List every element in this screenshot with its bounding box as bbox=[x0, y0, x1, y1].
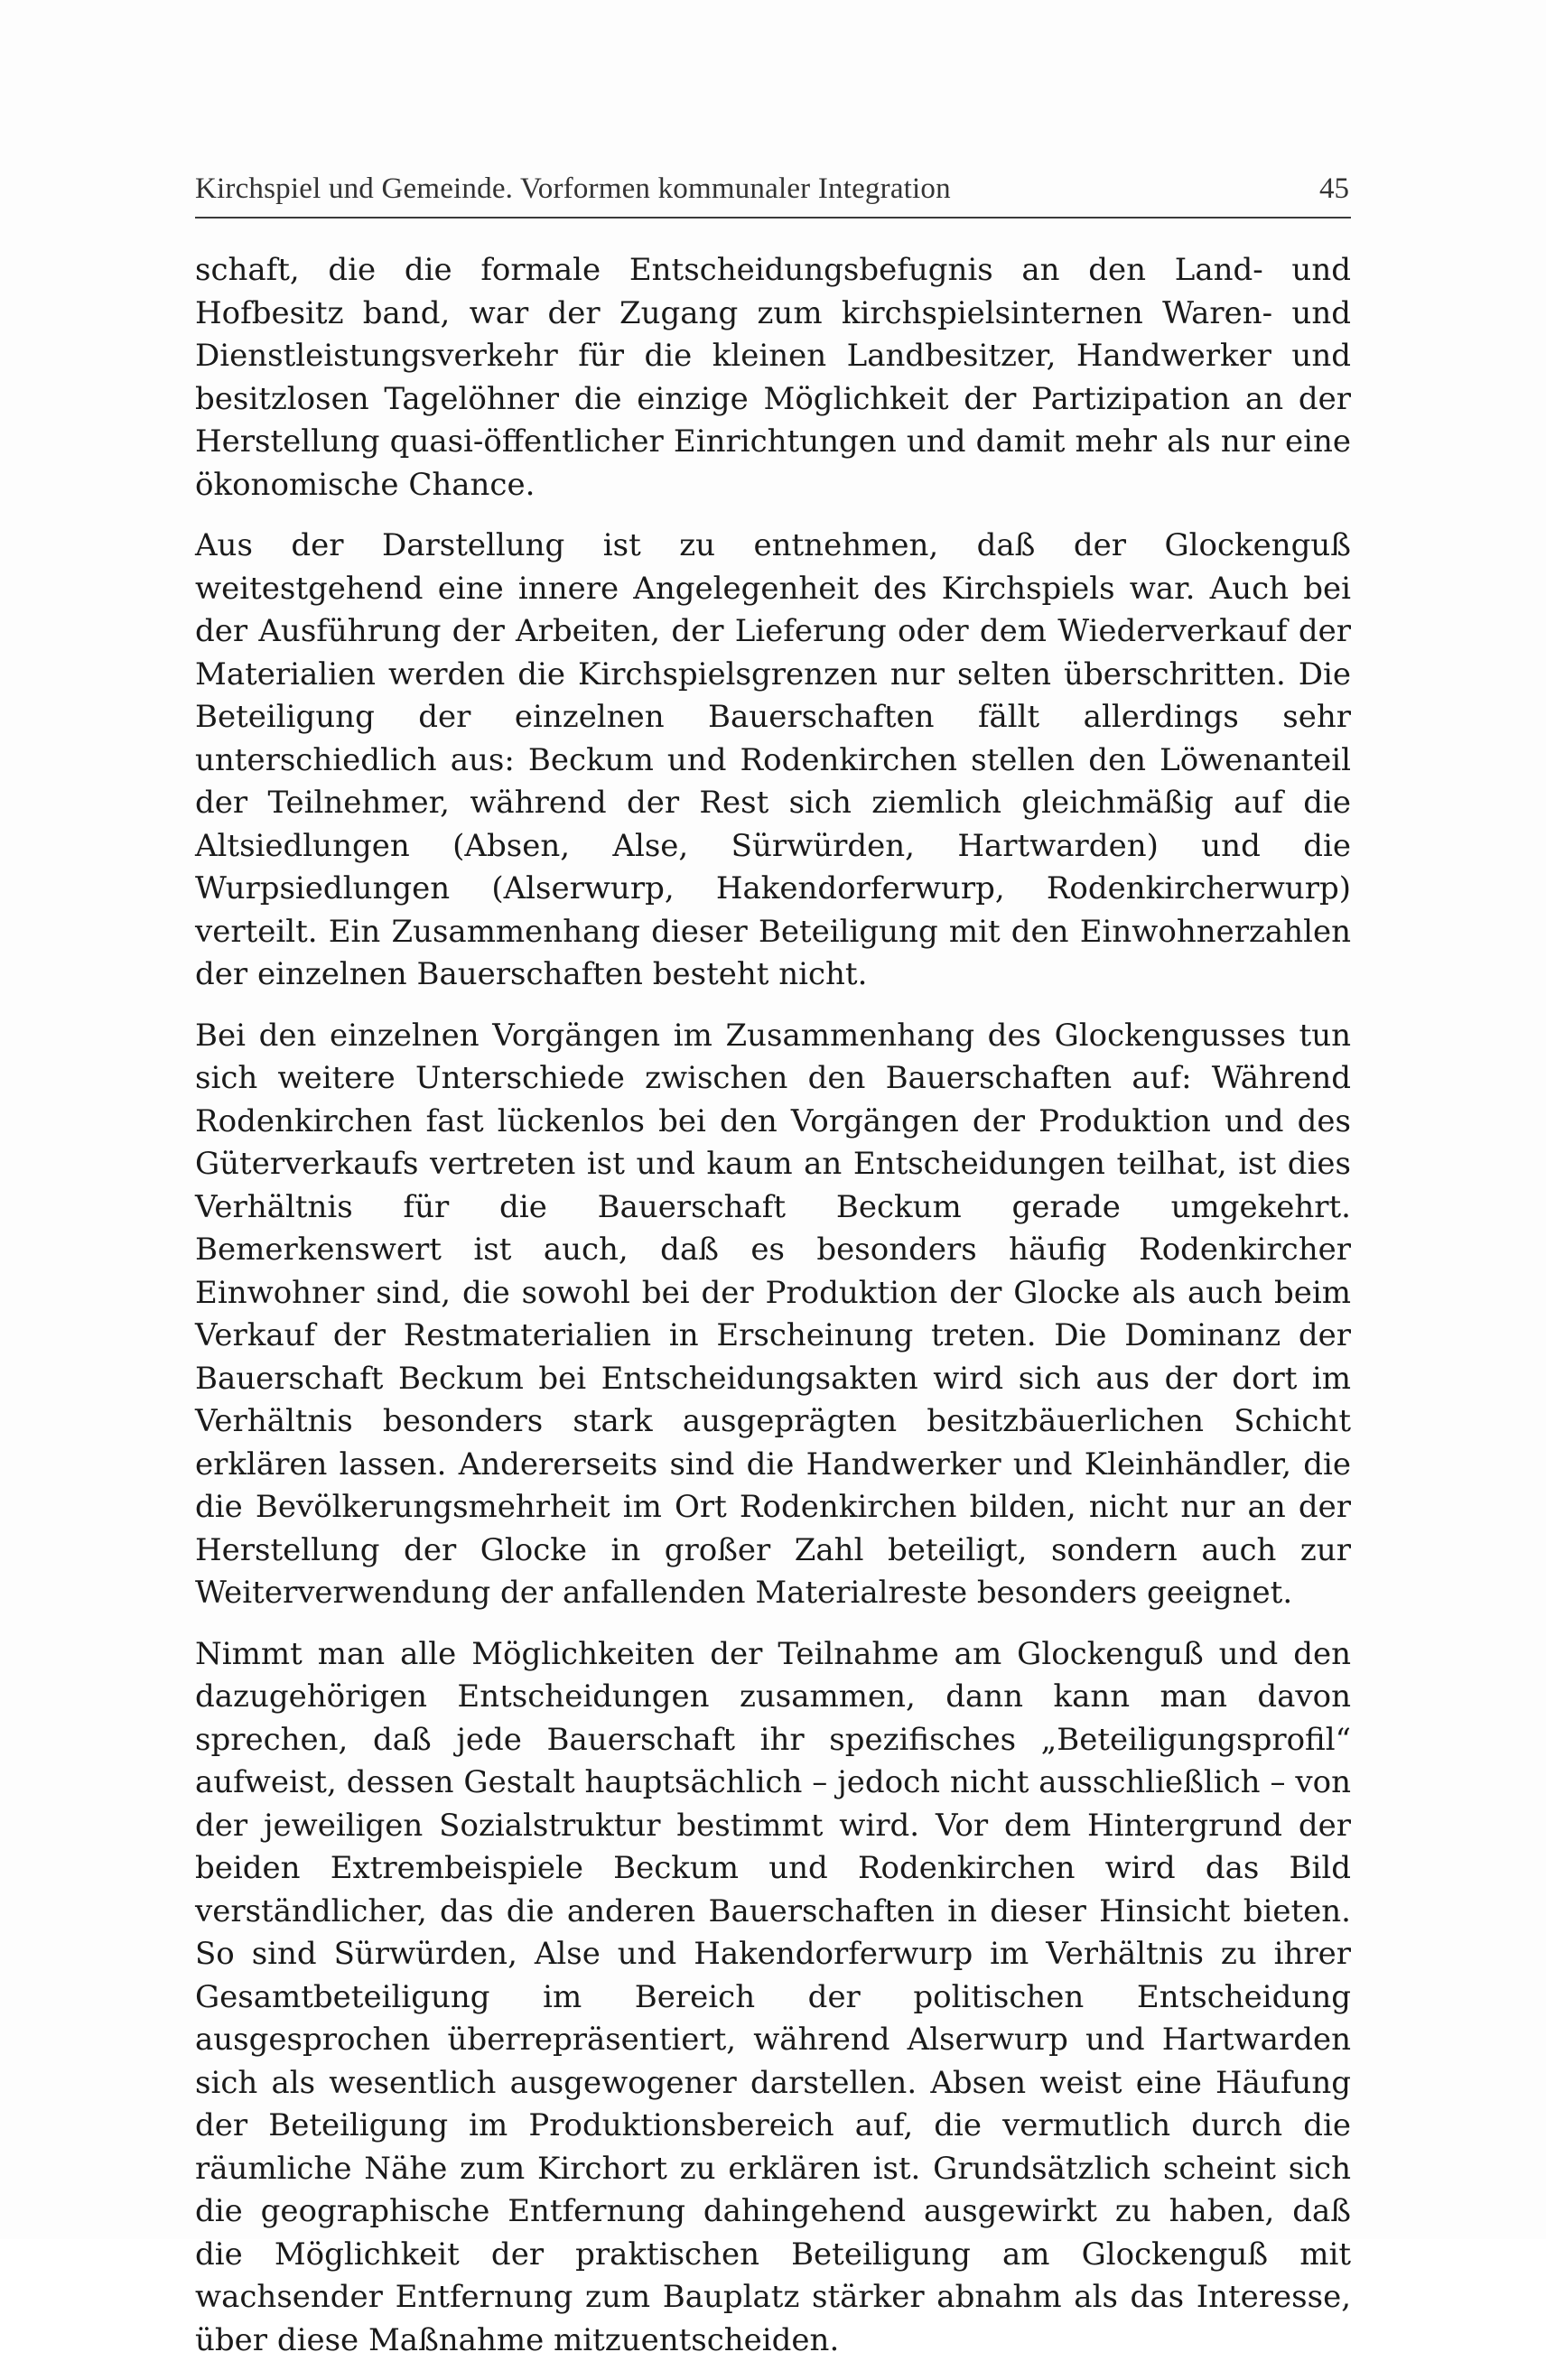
paragraph: Bei den einzelnen Vorgängen im Zusammenhang des Glockengusses tun sich weitere Unterschiede zwischen den Bauerschaften auf: Während Rodenkirchen fast lückenlos bei den Vorgängen der Produktion und des Güterverkaufs vertreten ist und kaum an Entscheidungen teilhat, ist dies Verhältnis für die Bauerschaft Beckum gerade umgekehrt. Bemerkenswert ist auch, daß es besonders häufig Rodenkircher Einwohner sind, die sowohl bei der Produktion der Glocke als auch beim Verkauf der Restmaterialien in Erscheinung treten. Die Dominanz der Bauerschaft Beckum bei Entscheidungsakten wird sich aus der dort im Verhältnis besonders stark ausgeprägten besitzbäuerlichen Schicht erklären lassen. Andererseits sind die Handwerker und Kleinhändler, die die Bevölkerungsmehrheit im Ort Rodenkirchen bilden, nicht nur an der Herstellung der Glocke in großer Zahl beteiligt, sondern auch zur Weiterverwendung der anfallenden Materialreste besonders geeignet. bbox=[195, 1017, 1351, 1611]
running-head bbox=[195, 161, 1351, 206]
running-head-title: Kirchspiel und Gemeinde. Vorformen kommunaler Integration bbox=[195, 172, 951, 205]
paragraph: Aus der Darstellung ist zu entnehmen, daß der Glockenguß weitestgehend eine innere Angelegenheit des Kirchspiels war. Auch bei der Ausführung der Arbeiten, der Lieferung oder dem Wiederverkauf der Materialien werden die Kirchspielsgrenzen nur selten überschritten. Die Beteiligung der einzelnen Bauerschaften fällt allerdings sehr unterschiedlich aus: Beckum und Rodenkirchen stellen den Löwenanteil der Teilnehmer, während der Rest sich ziemlich gleichmäßig auf die Altsiedlungen (Absen, Alse, Sürwürden, Hartwarden) und die Wurpsiedlungen (Alserwurp, Hakendorferwurp, Rodenkircherwurp) verteilt. Ein Zusammenhang dieser Beteiligung mit den Einwohnerzahlen der einzelnen Bauerschaften besteht nicht. bbox=[195, 527, 1351, 992]
paragraph: Nimmt man alle Möglichkeiten der Teilnahme am Glockenguß und den dazugehörigen Entscheidungen zusammen, dann kann man davon sprechen, daß jede Bauerschaft ihr spezifisches „Beteiligungsprofil“ aufweist, dessen Gestalt hauptsächlich – jedoch nicht ausschließlich – von der jeweiligen Sozialstruktur bestimmt wird. Vor dem Hintergrund der beiden Extrembeispiele Beckum und Rodenkirchen wird das Bild verständlicher, das die anderen Bauerschaften in dieser Hinsicht bieten. So sind Sürwürden, Alse und Hakendorferwurp im Verhältnis zu ihrer Gesamtbeteiligung im Bereich der politischen Entscheidung ausgesprochen überrepräsentiert, während Alserwurp und Hartwarden sich als wesentlich ausgewogener darstellen. Absen weist eine Häufung der Beteiligung im Produktionsbereich auf, die vermutlich durch die räumliche Nähe zum Kirchort zu erklären ist. Grundsätzlich scheint sich die geographische Entfernung dahingehend ausgewirkt zu haben, daß die Möglichkeit der praktischen Beteiligung am Glockenguß mit wachsender Entfernung zum Bauplatz stärker abnahm als das Interesse, über diese Maßnahme mitzuentscheiden. bbox=[195, 1635, 1351, 2358]
body-text bbox=[195, 249, 1351, 2380]
header-rule bbox=[195, 217, 1351, 218]
paragraph: schaft, die die formale Entscheidungsbefugnis an den Land- und Hofbesitz band, war der Zugang zum kirchspielsinternen Waren- und Dienstleistungsverkehr für die kleinen Landbesitzer, Handwerker und besitzlosen Tagelöhner die einzige Möglichkeit der Partizipation an der Herstellung quasi-öffentlicher Einrichtungen und damit mehr als nur eine ökonomische Chance. bbox=[195, 252, 1351, 503]
page-number: 45 bbox=[1319, 172, 1349, 205]
